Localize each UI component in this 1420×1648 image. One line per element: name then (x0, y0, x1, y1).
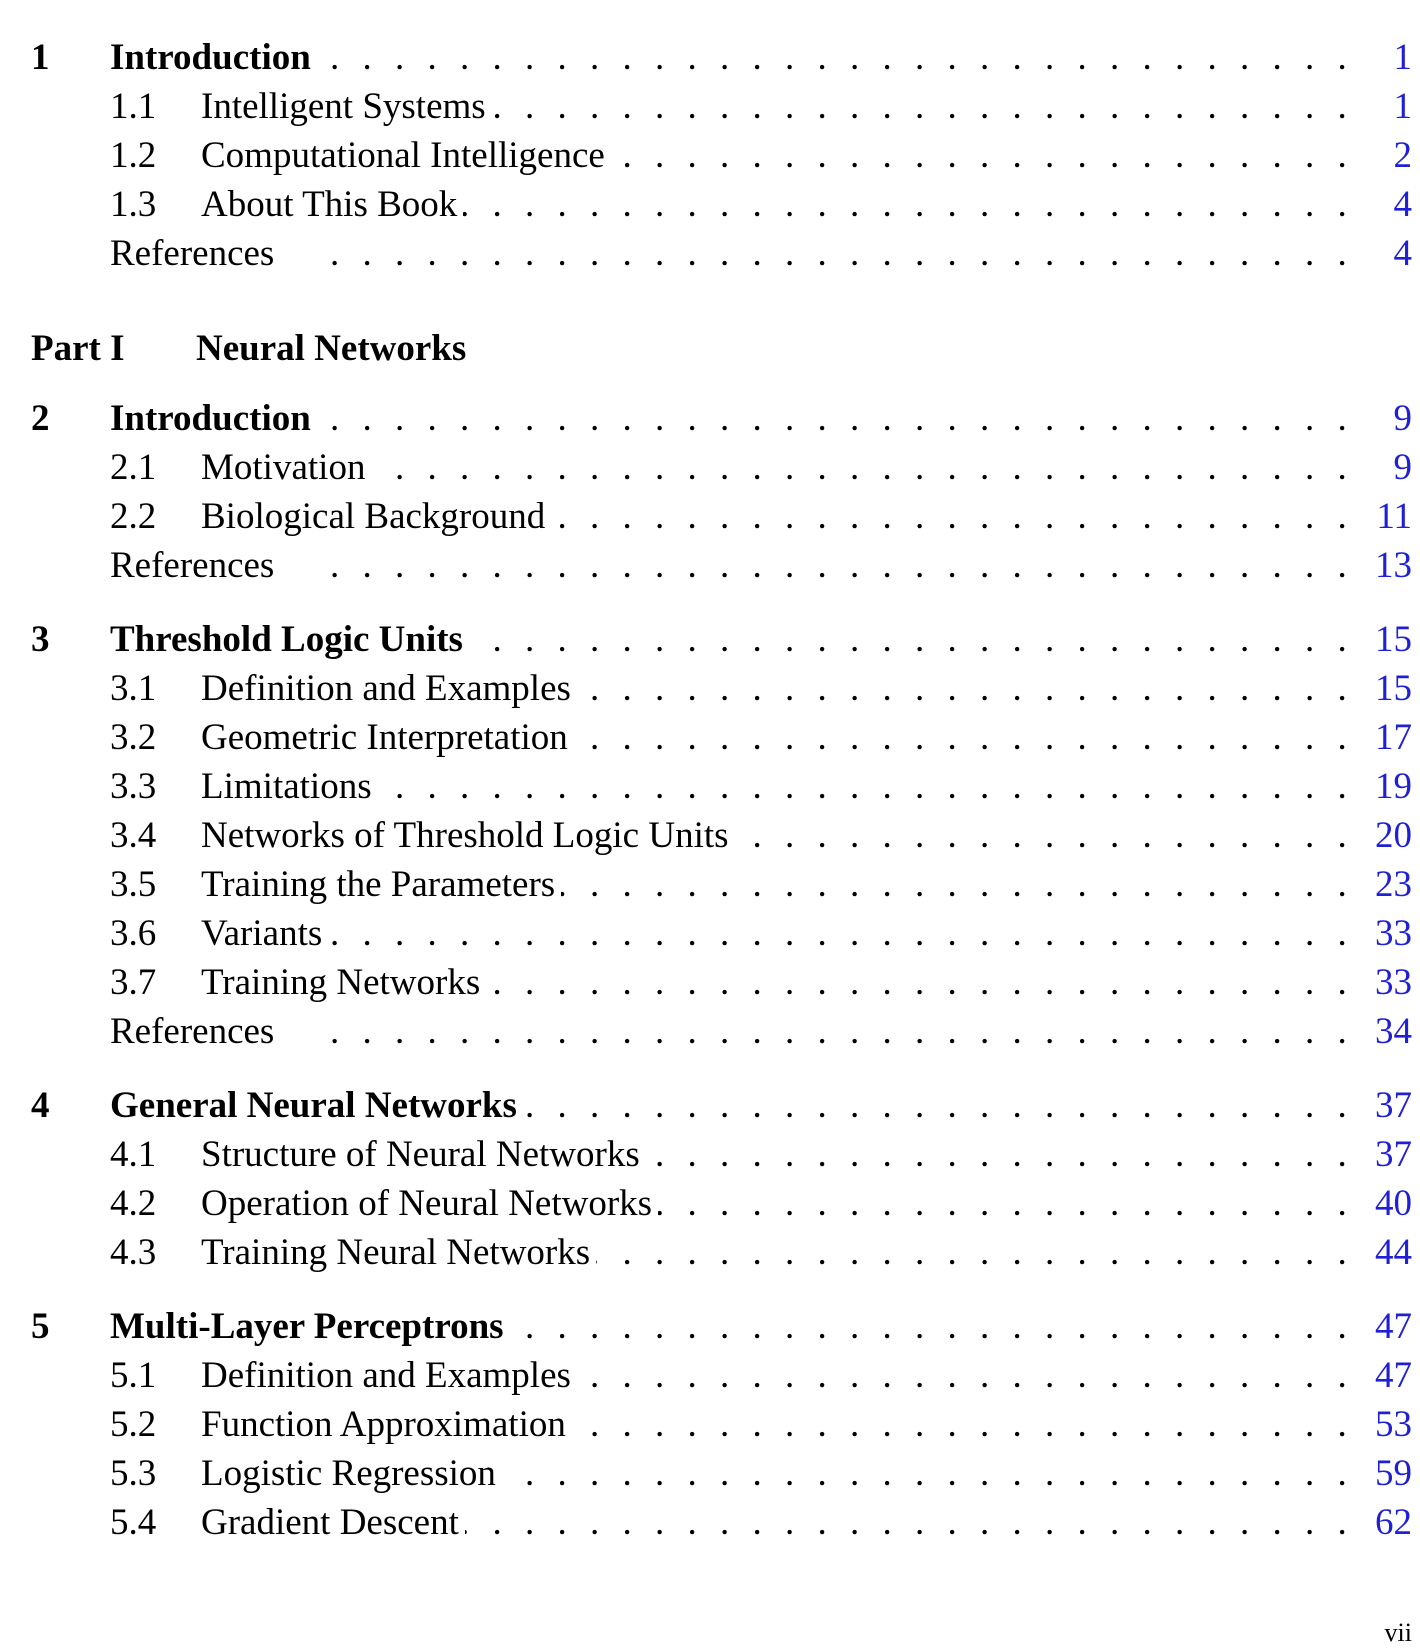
page-folio: vii (1384, 1618, 1412, 1647)
section-title: Motivation (201, 443, 371, 493)
chapter-title: General Neural Networks (110, 1081, 523, 1131)
part-heading (31, 327, 466, 370)
section-title: Gradient Descent (201, 1498, 465, 1548)
page-number-link[interactable]: 62 (1369, 1498, 1412, 1548)
page-number-link[interactable]: 47 (1369, 1302, 1412, 1352)
section-title: Geometric Interpretation (201, 713, 574, 763)
section-number: 3.3 (110, 766, 157, 807)
toc-chapter-entry[interactable] (0, 1081, 1420, 1131)
toc-section-entry[interactable] (0, 1449, 1420, 1499)
toc-chapter-entry[interactable] (0, 1302, 1420, 1352)
page-number-link[interactable]: 20 (1369, 811, 1412, 861)
section-title: Training Neural Networks (201, 1228, 596, 1278)
toc-section-entry[interactable] (0, 1400, 1420, 1450)
dot-leader (330, 180, 1350, 230)
section-number: 1.1 (110, 86, 157, 127)
chapter-title: Introduction (110, 394, 317, 444)
chapter-number: 4 (31, 1085, 50, 1126)
page-number-link[interactable]: 9 (1388, 443, 1413, 493)
section-title: Training the Parameters (201, 860, 561, 910)
section-title: Definition and Examples (201, 664, 577, 714)
page-number-link[interactable]: 44 (1369, 1228, 1412, 1278)
toc-section-entry[interactable] (0, 664, 1420, 714)
page-number-link[interactable]: 11 (1370, 492, 1412, 542)
section-title: References (110, 1007, 280, 1057)
page-number-link[interactable]: 37 (1369, 1130, 1412, 1180)
dot-leader (330, 33, 1350, 83)
toc-section-entry[interactable] (0, 762, 1420, 812)
toc-section-entry[interactable] (0, 1498, 1420, 1548)
toc-section-entry[interactable] (0, 811, 1420, 861)
section-number: 2.2 (110, 496, 157, 537)
chapter-title: Threshold Logic Units (110, 615, 469, 665)
page-number-link[interactable]: 9 (1388, 394, 1413, 444)
part-title: Neural Networks (196, 328, 467, 369)
section-title: Limitations (201, 762, 378, 812)
section-number: 2.1 (110, 447, 157, 488)
toc-section-entry[interactable] (0, 958, 1420, 1008)
toc-section-entry[interactable] (0, 82, 1420, 132)
toc-section-entry[interactable] (0, 131, 1420, 181)
section-number: 1.3 (110, 184, 157, 225)
chapter-number: 5 (31, 1306, 50, 1347)
page-number-link[interactable]: 1 (1388, 82, 1413, 132)
section-title: Biological Background (201, 492, 551, 542)
toc-section-entry[interactable] (0, 180, 1420, 230)
page-number-link[interactable]: 19 (1369, 762, 1412, 812)
toc-section-entry[interactable] (0, 1179, 1420, 1229)
section-number: 3.2 (110, 717, 157, 758)
section-title: Networks of Threshold Logic Units (201, 811, 735, 861)
section-title: Logistic Regression (201, 1449, 502, 1499)
section-title: Operation of Neural Networks (201, 1179, 658, 1229)
section-number: 3.6 (110, 913, 157, 954)
page-number-link[interactable]: 2 (1388, 131, 1413, 181)
dot-leader (330, 541, 1350, 591)
toc-section-entry[interactable] (0, 1130, 1420, 1180)
toc-section-entry[interactable] (0, 860, 1420, 910)
dot-leader (330, 394, 1350, 444)
section-number: 3.7 (110, 962, 157, 1003)
page-number-link[interactable]: 17 (1369, 713, 1412, 763)
section-number: 5.2 (110, 1404, 157, 1445)
section-number: 5.1 (110, 1355, 157, 1396)
section-title: References (110, 541, 280, 591)
page-number-link[interactable]: 37 (1369, 1081, 1412, 1131)
dot-leader (330, 615, 1350, 665)
toc-chapter-entry[interactable] (0, 615, 1420, 665)
section-number: 3.5 (110, 864, 157, 905)
section-number: 1.2 (110, 135, 157, 176)
toc-section-entry[interactable] (0, 492, 1420, 542)
section-title: Training Networks (201, 958, 486, 1008)
section-number: 5.4 (110, 1502, 157, 1543)
chapter-number: 3 (31, 619, 50, 660)
part-label: Part I (31, 328, 125, 369)
section-title: Intelligent Systems (201, 82, 492, 132)
chapter-title: Introduction (110, 33, 317, 83)
page-number-link[interactable]: 15 (1369, 664, 1412, 714)
page-number-link[interactable]: 23 (1369, 860, 1412, 910)
section-number: 5.3 (110, 1453, 157, 1494)
chapter-number: 2 (31, 398, 50, 439)
toc-section-entry[interactable] (0, 909, 1420, 959)
page-number-link[interactable]: 33 (1369, 958, 1412, 1008)
toc-references-entry[interactable] (0, 1007, 1420, 1057)
section-title: Computational Intelligence (201, 131, 611, 181)
section-number: 4.2 (110, 1183, 157, 1224)
dot-leader (330, 1498, 1350, 1548)
section-title: About This Book (201, 180, 463, 230)
toc-chapter-entry[interactable] (0, 394, 1420, 444)
page-number-link[interactable]: 4 (1388, 229, 1413, 279)
dot-leader (330, 909, 1350, 959)
page-number-link[interactable]: 47 (1369, 1351, 1412, 1401)
section-title: References (110, 229, 280, 279)
page-number-link[interactable]: 34 (1369, 1007, 1412, 1057)
section-title: Definition and Examples (201, 1351, 577, 1401)
section-number: 4.3 (110, 1232, 157, 1273)
toc-section-entry[interactable] (0, 1351, 1420, 1401)
page-number-link[interactable]: 40 (1369, 1179, 1412, 1229)
section-title: Function Approximation (201, 1400, 572, 1450)
page-number-link[interactable]: 53 (1369, 1400, 1412, 1450)
section-number: 4.1 (110, 1134, 157, 1175)
toc-section-entry[interactable] (0, 713, 1420, 763)
chapter-title: Multi-Layer Perceptrons (110, 1302, 510, 1352)
chapter-number: 1 (31, 37, 50, 78)
page-number-link[interactable]: 13 (1369, 541, 1412, 591)
toc-references-entry[interactable] (0, 229, 1420, 279)
section-number: 3.4 (110, 815, 157, 856)
toc-references-entry[interactable] (0, 541, 1420, 591)
page-number-link[interactable]: 59 (1369, 1449, 1412, 1499)
dot-leader (330, 443, 1350, 493)
page-number-link[interactable]: 33 (1369, 909, 1412, 959)
page-number-link[interactable]: 4 (1388, 180, 1413, 230)
dot-leader (330, 229, 1350, 279)
section-title: Structure of Neural Networks (201, 1130, 646, 1180)
dot-leader (330, 762, 1350, 812)
toc-chapter-entry[interactable] (0, 33, 1420, 83)
section-number: 3.1 (110, 668, 157, 709)
dot-leader (330, 1007, 1350, 1057)
page-number-link[interactable]: 1 (1388, 33, 1413, 83)
section-title: Variants (201, 909, 328, 959)
toc-section-entry[interactable] (0, 1228, 1420, 1278)
page-number-link[interactable]: 15 (1369, 615, 1412, 665)
toc-section-entry[interactable] (0, 443, 1420, 493)
